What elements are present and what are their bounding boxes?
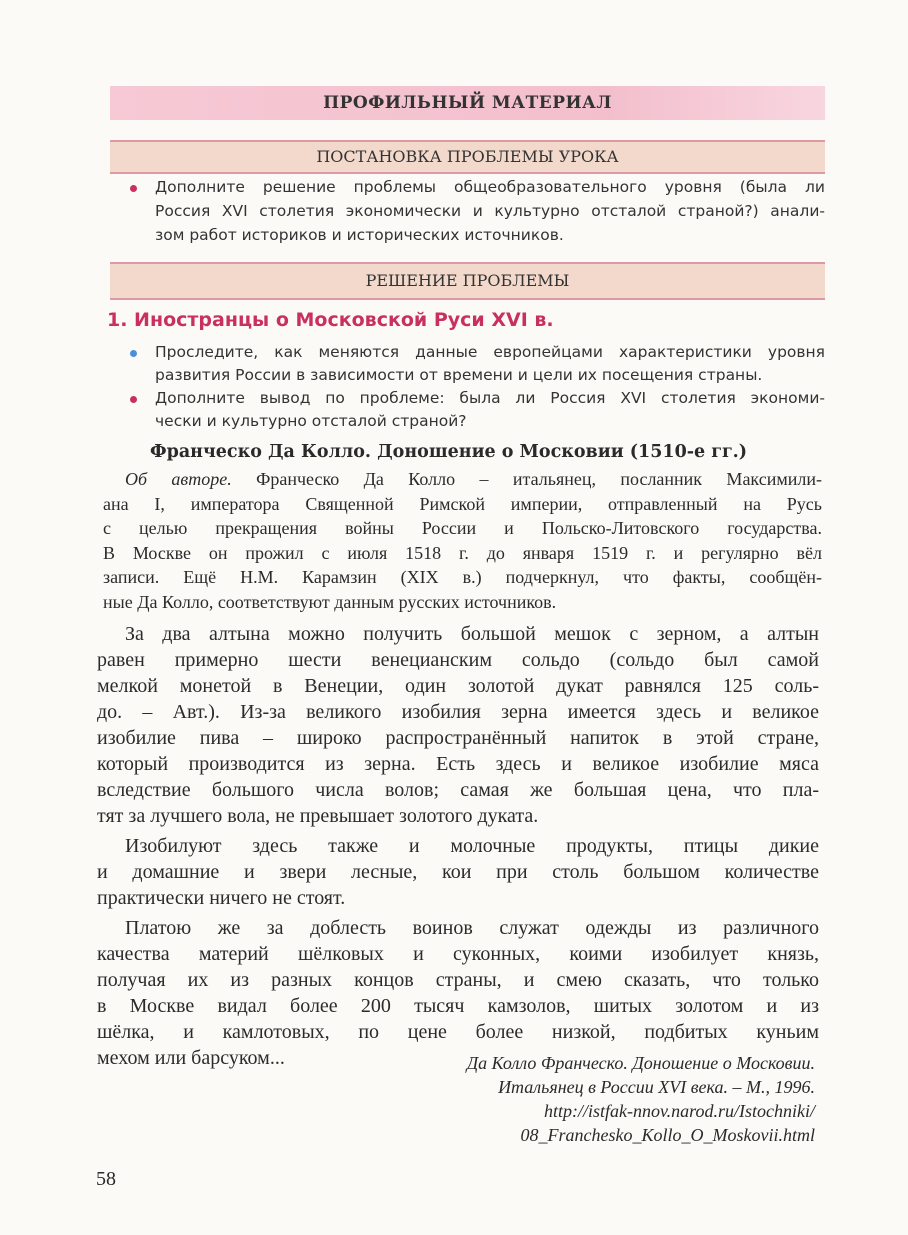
source-title: Франческо Да Колло. Доношение о Московии (1510-е гг.) [150, 442, 748, 462]
bullet-text-line: развития России в зависимости от времени и цели их посещения страны. [155, 366, 763, 384]
about-line [125, 469, 822, 490]
text-line: Изобилуют здесь также и молочные продукты, птицы дикие [125, 835, 819, 857]
text-line: мехом или барсуком... [97, 1047, 285, 1069]
text-line: до. – Авт.). Из-за великого изобилия зерна имеется здесь и великое [97, 701, 819, 723]
text-line: тят за лучшего вола, не превышает золотого дуката. [97, 805, 539, 827]
about-line: с целью прекращения войны России и Польско-Литовского государства. [103, 518, 822, 539]
text-line: мелкой монетой в Венеции, один золотой дукат равнялся 125 соль- [97, 675, 819, 697]
about-line: ана I, императора Священной Римской империи, отправленный на Русь [103, 493, 822, 514]
text-line: Платою же за доблесть воинов служат одежды из различного [125, 917, 819, 939]
text-line: качества материй шёлковых и суконных, коими изобилует князь, [97, 943, 819, 965]
about-text: Франческо Да Колло – итальянец, посланник Максимили- [231, 469, 822, 489]
text-line: шёлка, и камлотовых, по цене более низкой, подбитых куньим [97, 1021, 819, 1043]
banner-title: РЕШЕНИЕ ПРОБЛЕМЫ [365, 271, 570, 290]
text-line: практически ничего не стоят. [97, 887, 346, 909]
section-heading: 1. Иностранцы о Московской Руси XVI в. [107, 309, 554, 331]
text-line: За два алтына можно получить большой мешок с зерном, а алтын [125, 623, 819, 645]
citation-line: Итальянец в России XVI века. – М., 1996. [498, 1077, 815, 1097]
text-line: вследствие большого числа волов; самая же большая цена, что пла- [97, 779, 819, 801]
text-line: и домашние и звери лесные, кои при столь большом количестве [97, 861, 819, 883]
citation-line: Да Колло Франческо. Доношение о Московии. [466, 1053, 815, 1073]
bullet-text-line: Дополните решение проблемы общеобразовательного уровня (была ли [155, 178, 825, 196]
about-line: ные Да Колло, соответствуют данным русских источников. [103, 592, 557, 612]
banner-title: ПРОФИЛЬНЫЙ МАТЕРИАЛ [323, 93, 612, 113]
solution-banner [110, 262, 825, 300]
bullet-text-line: Россия XVI столетия экономически и культурно отсталой страной?) анали- [155, 202, 825, 220]
text-line: изобилие пива – широко распространённый напиток в этой стране, [97, 727, 819, 749]
text-line: который производится из зерна. Есть здесь и великое изобилие мяса [97, 753, 819, 775]
bullet-text-line: зом работ историков и исторических источников. [155, 226, 564, 244]
text-line: получая их из разных концов страны, и смею сказать, что только [97, 969, 819, 991]
about-line: записи. Ещё Н.М. Карамзин (XIX в.) подчеркнул, что факты, сообщён- [103, 567, 822, 588]
citation-line: 08_Franchesko_Kollo_O_Moskovii.html [520, 1125, 815, 1145]
banner-title: ПОСТАНОВКА ПРОБЛЕМЫ УРОКА [316, 147, 619, 166]
page-number: 58 [96, 1168, 116, 1190]
bullet-icon [130, 185, 137, 192]
text-line: в Москве видал более 200 тысяч камзолов, шитых золотом и из [97, 995, 819, 1017]
about-label: Об авторе. [125, 469, 232, 489]
text-line: равен примерно шести венецианским сольдо (сольдо был самой [97, 649, 819, 671]
citation-line: http://istfak-nnov.narod.ru/Istochniki/ [544, 1101, 815, 1121]
profile-material-banner [110, 86, 825, 120]
bullet-text-line: Дополните вывод по проблеме: была ли Россия XVI столетия экономи- [155, 389, 825, 407]
problem-statement-banner [110, 140, 825, 174]
bullet-text-line: чески и культурно отсталой страной? [155, 412, 467, 430]
about-line: В Москве он прожил с июля 1518 г. до января 1519 г. и регулярно вёл [103, 542, 822, 563]
bullet-icon [130, 350, 137, 357]
bullet-icon [130, 396, 137, 403]
bullet-text-line: Проследите, как меняются данные европейцами характеристики уровня [155, 343, 825, 361]
